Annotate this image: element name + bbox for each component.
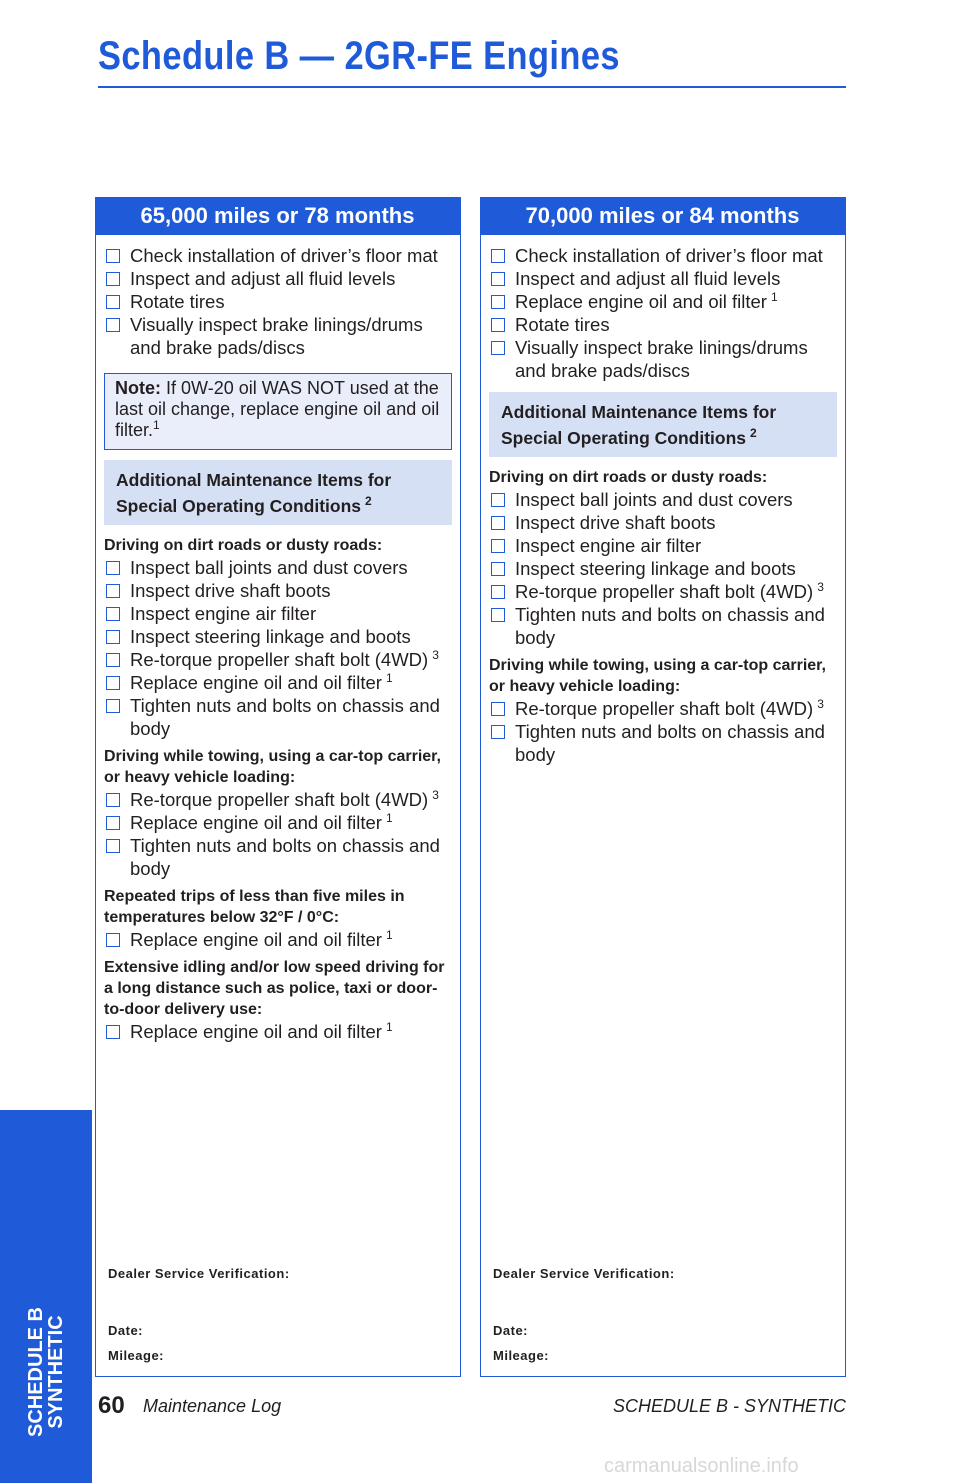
checklist-item [489,720,839,766]
item-text: Replace engine oil and oil filter [130,1021,382,1042]
item-text: Tighten nuts and bolts on chassis and body [515,604,825,648]
item-text: Replace engine oil and oil filter [515,291,767,312]
checkbox[interactable] [106,561,120,575]
side-tab-label [26,1307,66,1437]
item-text: Tighten nuts and bolts on chassis and body [515,721,825,765]
item-text: Visually inspect brake linings/drums and brake pads/discs [130,314,423,358]
checkbox[interactable] [491,341,505,355]
footnote-ref: 3 [432,787,439,802]
item-text: Rotate tires [130,291,225,312]
item-text: Re-torque propeller shaft bolt (4WD) [130,649,429,670]
condition-heading: Driving while towing, using a car-top carrier, or heavy vehicle loading: [104,748,441,786]
dealer-verification-label: Dealer Service Verification: [108,1266,290,1281]
condition-heading: Repeated trips of less than five miles in temperatures below 32°F / 0°C: [104,888,405,926]
checkbox[interactable] [491,562,505,576]
checklist-item [104,290,454,313]
checklist-item [489,313,839,336]
checklist-item [104,648,454,671]
item-text: Inspect engine air filter [515,535,702,556]
special-conditions-heading [104,460,452,525]
checklist-item [489,511,839,534]
item-text: Replace engine oil and oil filter [130,929,382,950]
checklist-item [104,788,454,811]
checklist-item [104,1020,454,1043]
checklist-item [489,534,839,557]
checkbox[interactable] [106,816,120,830]
checklist-item [489,267,839,290]
checklist-item [104,579,454,602]
item-text: Check installation of driver’s floor mat [130,245,438,266]
page-title: Schedule B — 2GR-FE Engines [98,34,620,78]
item-text: Tighten nuts and bolts on chassis and body [130,835,440,879]
date-label: Date: [493,1323,529,1338]
note-text: If 0W-20 oil WAS NOT used at the last oil change, replace engine oil and oil filter. [115,378,440,440]
item-text: Rotate tires [515,314,610,335]
checklist-item [104,556,454,579]
checkbox[interactable] [491,249,505,263]
column-header: 65,000 miles or 78 months [95,197,461,235]
checklist-item [104,834,454,880]
checkbox[interactable] [106,318,120,332]
item-text: Inspect and adjust all fluid levels [515,268,781,289]
checklist-item [104,602,454,625]
checkbox[interactable] [491,318,505,332]
checklist-item [104,244,454,267]
special-conditions-heading [489,392,837,457]
mileage-label: Mileage: [493,1348,550,1363]
checklist-item [104,313,454,359]
note-label: Note: [115,378,161,398]
checklist-item [104,671,454,694]
footnote-ref: 1 [385,1019,393,1034]
checklist-item [489,580,839,603]
checkbox[interactable] [106,295,120,309]
checkbox[interactable] [491,539,505,553]
checkbox[interactable] [106,676,120,690]
footnote-ref: 2 [365,494,372,509]
item-text: Inspect engine air filter [130,603,317,624]
checkbox[interactable] [491,608,505,622]
footnote-ref: 3 [432,647,439,662]
condition-heading: Driving on dirt roads or dusty roads: [489,469,768,486]
footnote-ref: 1 [153,418,160,432]
item-text: Re-torque propeller shaft bolt (4WD) [515,698,814,719]
checkbox[interactable] [106,249,120,263]
footnote-ref: 2 [750,426,757,441]
checklist-item [489,697,839,720]
item-text: Visually inspect brake linings/drums and brake pads/discs [515,337,808,381]
checklist-item [104,625,454,648]
checklist-item [489,488,839,511]
item-text: Re-torque propeller shaft bolt (4WD) [515,581,814,602]
checkbox[interactable] [106,272,120,286]
item-text: Replace engine oil and oil filter [130,812,382,833]
footer-right-label: SCHEDULE B - SYNTHETIC [612,1396,846,1416]
title-rule [98,86,846,88]
footer-left-label: Maintenance Log [143,1396,282,1416]
checkbox[interactable] [491,702,505,716]
checklist-item [489,603,839,649]
checklist-item [104,267,454,290]
item-text: Inspect and adjust all fluid levels [130,268,396,289]
condition-heading: Driving on dirt roads or dusty roads: [104,537,383,554]
schedule-column-70000 [480,197,846,1377]
checkbox[interactable] [106,607,120,621]
checkbox[interactable] [106,584,120,598]
footnote-ref: 1 [385,927,393,942]
checkbox[interactable] [491,585,505,599]
checklist-item [489,290,839,313]
item-text: Tighten nuts and bolts on chassis and body [130,695,440,739]
footnote-ref: 1 [770,289,778,304]
side-tab-line-2: SYNTHETIC [45,1315,67,1429]
checkbox[interactable] [491,725,505,739]
footnote-ref: 3 [817,579,824,594]
checklist-item [489,244,839,267]
item-text: Inspect ball joints and dust covers [130,557,408,578]
checklist-item [489,336,839,382]
special-conditions-text: Additional Maintenance Items for Special Operating Conditions [501,402,777,448]
checklist-item [489,557,839,580]
condition-heading: Extensive idling and/or low speed driving for a long distance such as police, taxi or door-to-door delivery use: [104,959,445,1018]
note-box [104,373,452,450]
checkbox[interactable] [106,793,120,807]
checkbox[interactable] [106,933,120,947]
item-text: Inspect steering linkage and boots [130,626,411,647]
item-text: Re-torque propeller shaft bolt (4WD) [130,789,429,810]
checkbox[interactable] [491,516,505,530]
checkbox[interactable] [106,653,120,667]
checkbox[interactable] [491,272,505,286]
checkbox[interactable] [491,295,505,309]
checklist-item [104,928,454,951]
checkbox[interactable] [106,1025,120,1039]
item-text: Inspect steering linkage and boots [515,558,796,579]
item-text: Inspect drive shaft boots [130,580,331,601]
item-text: Inspect drive shaft boots [515,512,716,533]
watermark: carmanualsonline.info [604,1455,799,1477]
column-header: 70,000 miles or 84 months [480,197,846,235]
checkbox[interactable] [491,493,505,507]
side-tab-line-1: SCHEDULE B [25,1306,47,1438]
special-conditions-text: Additional Maintenance Items for Special Operating Conditions [116,470,392,516]
item-text: Replace engine oil and oil filter [130,672,382,693]
mileage-label: Mileage: [108,1348,165,1363]
item-text: Inspect ball joints and dust covers [515,489,793,510]
checkbox[interactable] [106,630,120,644]
checkbox[interactable] [106,699,120,713]
schedule-column-65000 [95,197,461,1377]
footnote-ref: 1 [385,810,393,825]
footnote-ref: 1 [385,670,393,685]
footnote-ref: 3 [817,696,824,711]
checkbox[interactable] [106,839,120,853]
checklist [104,244,454,1043]
dealer-verification-label: Dealer Service Verification: [493,1266,675,1281]
checklist [489,244,839,766]
page-number: 60 [98,1392,125,1419]
date-label: Date: [108,1323,144,1338]
item-text: Check installation of driver’s floor mat [515,245,823,266]
checklist-item [104,811,454,834]
condition-heading: Driving while towing, using a car-top carrier, or heavy vehicle loading: [489,657,826,695]
checklist-item [104,694,454,740]
